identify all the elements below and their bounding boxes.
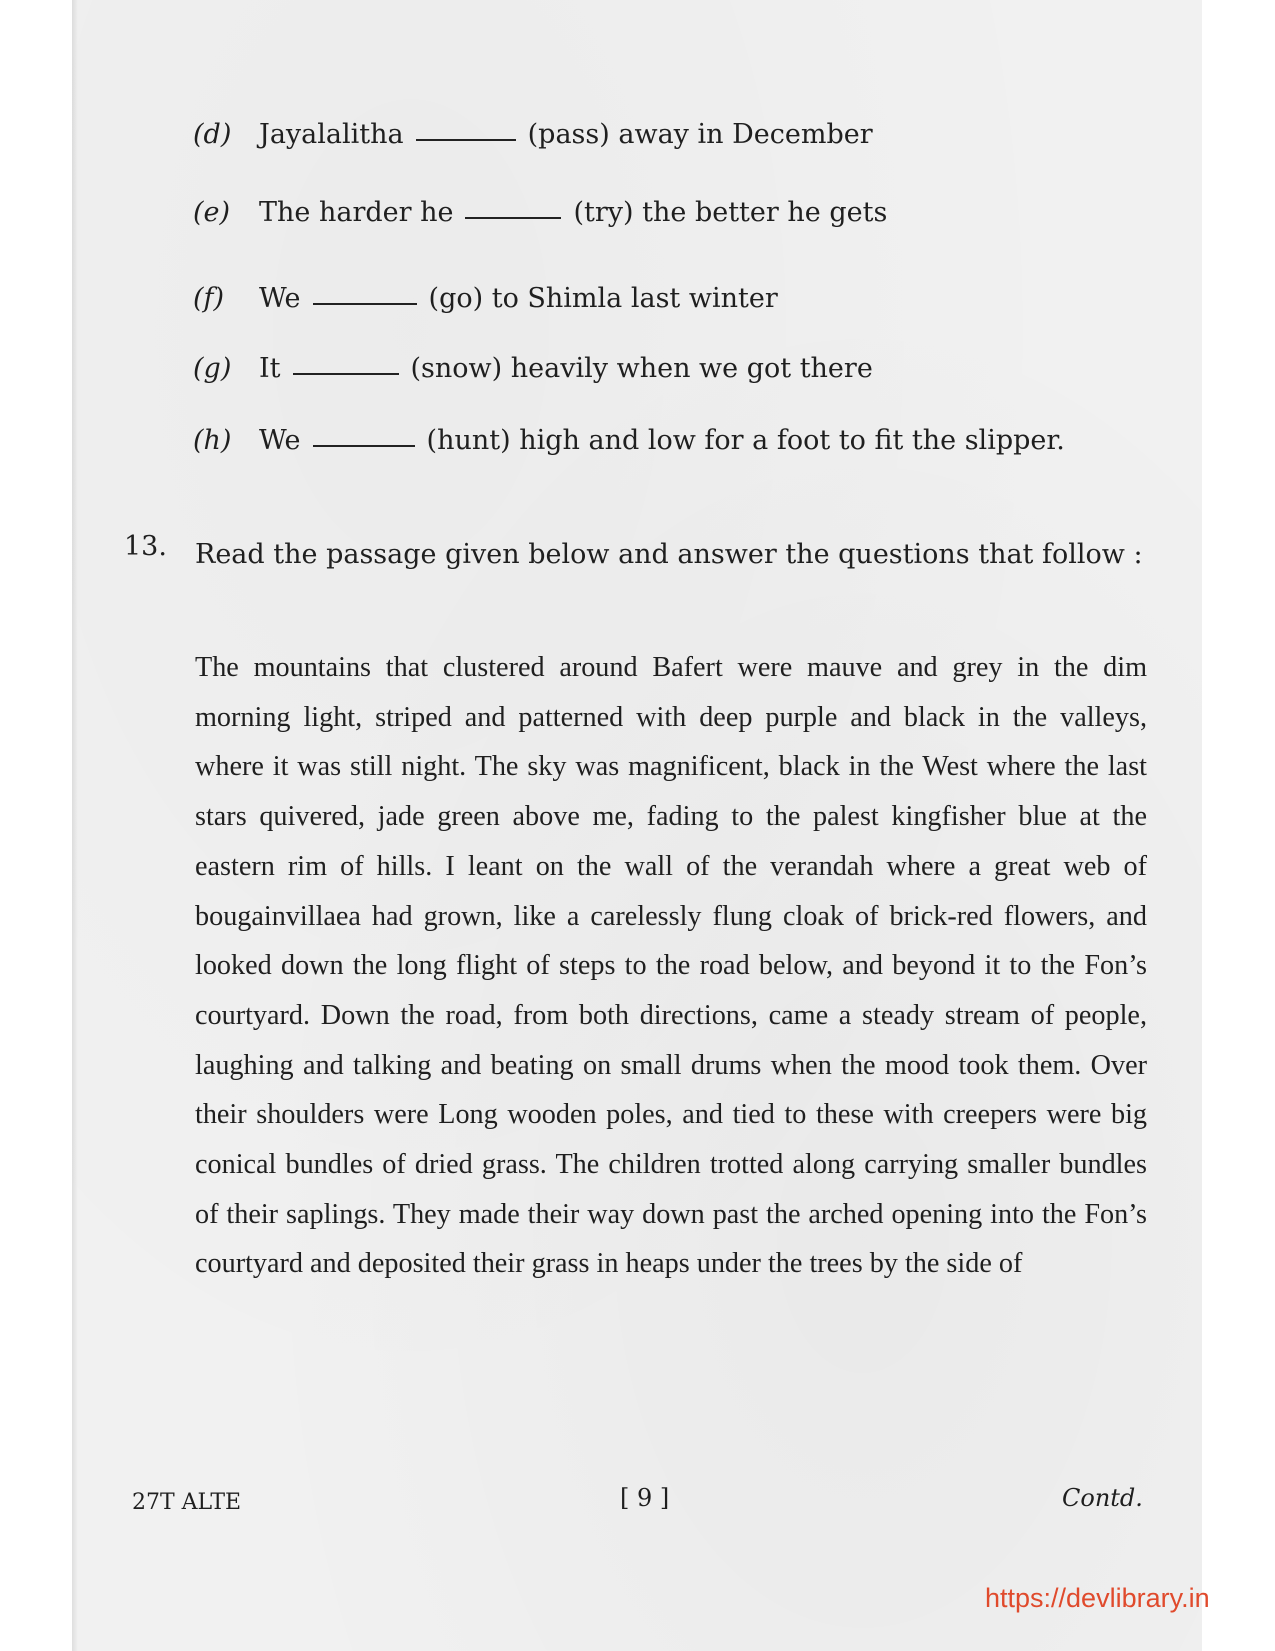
reading-passage: The mountains that clustered around Bafert were mauve and grey in the dim morning light, striped and patterned with deep purple and black in the valleys, where it was still night. The sky was magnificent, black in the West where the last stars quivered, jade green above me, fading to the palest kingfisher blue at the eastern rim of hills. I leant on the wall of the verandah where a great web of bougainvillaea had grown, like a carelessly flung cloak of brick-red flowers, and looked down the long flight of steps to the road below, and beyond it to the Fon’s courtyard. Down the road, from both directions, came a steady stream of people, laughing and talking and beating on small drums when the mood took them. Over their shoulders were Long wooden poles, and tied to these with creepers were big conical bundles of dried grass. The children trotted along carrying smaller bundles of their saplings. They made their way down past the arched opening into the Fon’s courtyard and deposited their grass in heaps under the trees by the side of [195,652,1147,1280]
answer-blank [293,373,399,375]
blank-item-d [193,118,873,152]
item-text-before: The harder he [259,197,454,228]
item-text-after: (pass) away in December [527,119,873,150]
item-text-after: (try) the better he gets [573,197,888,228]
item-text-before: We [259,283,301,314]
blank-item-h [193,424,1065,458]
item-text-after: (snow) heavily when we got there [410,353,873,384]
continued-label: Contd. [1062,1484,1143,1512]
item-label: (h) [193,425,232,456]
item-label: (e) [193,197,231,228]
question-number: 13. [124,531,167,562]
item-text-after: (go) to Shimla last winter [428,283,778,314]
item-label: (g) [193,353,232,384]
watermark-url: https://devlibrary.in [985,1583,1210,1613]
answer-blank [416,139,516,141]
item-text-after: (hunt) high and low for a foot to fit the slipper. [426,425,1065,456]
item-text-before: We [259,425,301,456]
item-text-before: It [259,353,281,384]
blank-item-f [193,282,778,316]
question-prompt: Read the passage given below and answer the questions that follow : [195,539,1143,570]
blank-item-g [193,352,873,386]
item-label: (d) [193,119,232,150]
blank-item-e [193,196,887,230]
answer-blank [313,445,415,447]
paper-code: 27T ALTE [132,1490,242,1515]
page-number: [ 9 ] [620,1484,670,1512]
scan-shadow [72,0,78,1651]
item-text-before: Jayalalitha [259,119,404,150]
answer-blank [465,217,561,219]
answer-blank [313,303,417,305]
item-label: (f) [193,283,225,314]
